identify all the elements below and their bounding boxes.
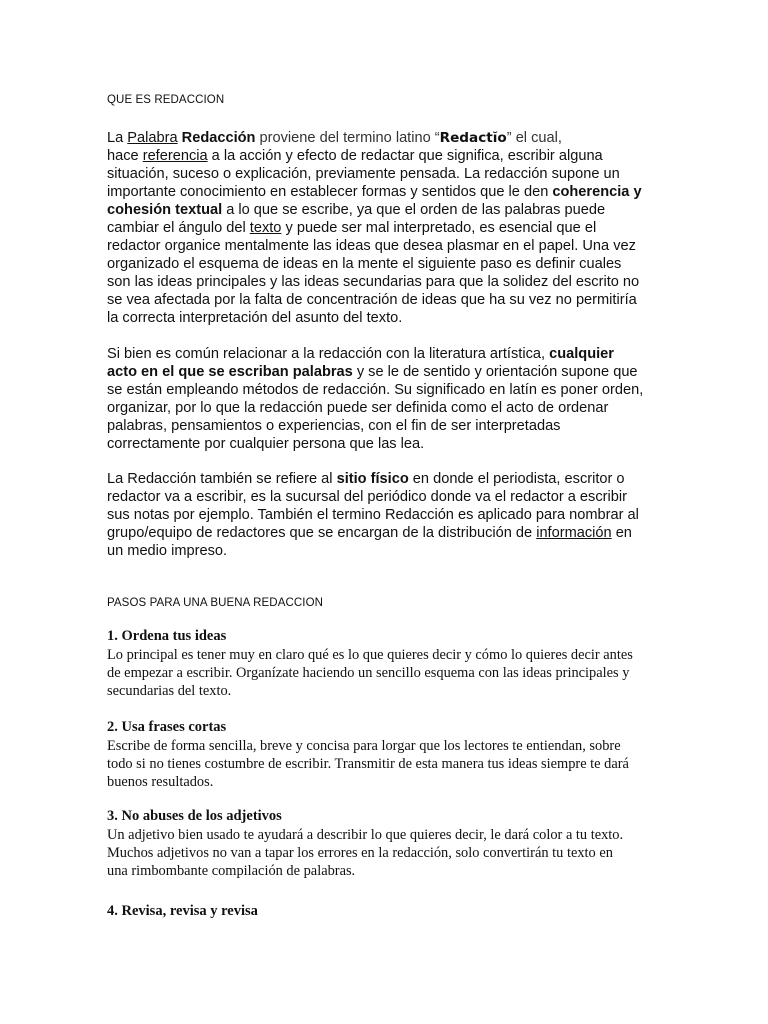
text-line: acto en el que se escriban palabras y se le de sentido y orientación supone que <box>107 364 638 380</box>
text-line: un medio impreso. <box>107 543 228 559</box>
text-line: cambiar el ángulo del texto y puede ser mal interpretado, es esencial que el <box>107 220 597 236</box>
link-texto[interactable]: texto <box>249 220 282 236</box>
text-line: grupo/equipo de redactores que se encargan de la distribución de información en <box>107 525 632 541</box>
text-line: Un adjetivo bien usado te ayudará a describir lo que quieres decir, le dará color a tu texto. <box>107 827 624 843</box>
text-line: una rimbombante compilación de palabras. <box>107 863 356 879</box>
paragraph-definition <box>107 129 667 327</box>
text-line: se vea afectada por la falta de concentración de ideas que ha su vez no permitiría <box>107 292 637 308</box>
step-body <box>107 737 663 791</box>
text-line: sus notas por ejemplo. También el termino Redacción es aplicado para nombrar al <box>107 507 639 523</box>
link-palabra[interactable]: Palabra <box>127 130 178 146</box>
text-line: palabras, pensamientos o experiencias, con el fin de ser interpretadas <box>107 418 561 434</box>
text-line: correctamente por cualquier persona que las lea. <box>107 436 425 452</box>
text-line: Si bien es común relacionar a la redacción con la literatura artística, cualquier <box>107 346 614 362</box>
text-line: se están empleando métodos de redacción. Su significado en latín es poner orden, <box>107 382 644 398</box>
text-line: cohesión textual a lo que se escribe, ya que el orden de las palabras puede <box>107 202 606 218</box>
text-line: organizado el esquema de ideas en la mente el siguiente paso es definir cuales <box>107 256 622 272</box>
link-referencia[interactable]: referencia <box>142 148 208 164</box>
section-title-pasos: PASOS PARA UNA BUENA REDACCION <box>107 597 324 609</box>
text-line: importante conocimiento en establecer formas y sentidos que le den coherencia y <box>107 184 642 200</box>
text-line: redactor va a escribir, es la sucursal del periódico donde va el redactor a escribir <box>107 489 627 505</box>
text-line: redactor organice mentalmente las ideas que desea plasmar en el papel. Una vez <box>107 238 636 254</box>
text-line: todo si no tienes costumbre de escribir. Transmitir de esta manera tus ideas siempre te dará <box>107 756 629 772</box>
text-line: situación, suceso o explicación, previamente pensada. La redacción supone un <box>107 166 620 182</box>
text-line: Lo principal es tener muy en claro qué es lo que quieres decir y cómo lo quieres decir antes <box>107 647 633 663</box>
step-body <box>107 826 663 880</box>
step-body <box>107 646 663 700</box>
section-title-que-es-redaccion: QUE ES REDACCION <box>107 94 225 106</box>
text-line: hace referencia a la acción y efecto de redactar que significa, escribir alguna <box>107 148 603 164</box>
text-line: La Palabra Redacción proviene del termino latino “Redactĭo” el cual, <box>107 130 562 146</box>
link-informacion[interactable]: información <box>536 525 612 541</box>
text-line: la correcta interpretación del asunto del texto. <box>107 310 403 326</box>
paragraph-sitio-fisico <box>107 470 667 560</box>
text-line: de empezar a escribir. Organízate haciendo un sencillo esquema con las ideas principales y <box>107 665 630 681</box>
text-line: Muchos adjetivos no van a tapar los errores en la redacción, solo convertirán tu texto en <box>107 845 613 861</box>
text-line: secundarias del texto. <box>107 683 232 699</box>
text-line: son las ideas principales y las ideas secundarias para que la solidez del escrito no <box>107 274 640 290</box>
step-title: 3. No abuses de los adjetivos <box>107 808 282 824</box>
text-line: buenos resultados. <box>107 774 214 790</box>
text-line: organizar, por lo que la redacción puede ser definida como el acto de ordenar <box>107 400 609 416</box>
text-line: Escribe de forma sencilla, breve y concisa para lorgar que los lectores te entiendan, sobre <box>107 738 621 754</box>
paragraph-literatura <box>107 345 667 453</box>
step-title: 2. Usa frases cortas <box>107 719 227 735</box>
text-line: La Redacción también se refiere al sitio físico en donde el periodista, escritor o <box>107 471 625 487</box>
step-title: 1. Ordena tus ideas <box>107 628 227 644</box>
step-title: 4. Revisa, revisa y revisa <box>107 903 258 919</box>
